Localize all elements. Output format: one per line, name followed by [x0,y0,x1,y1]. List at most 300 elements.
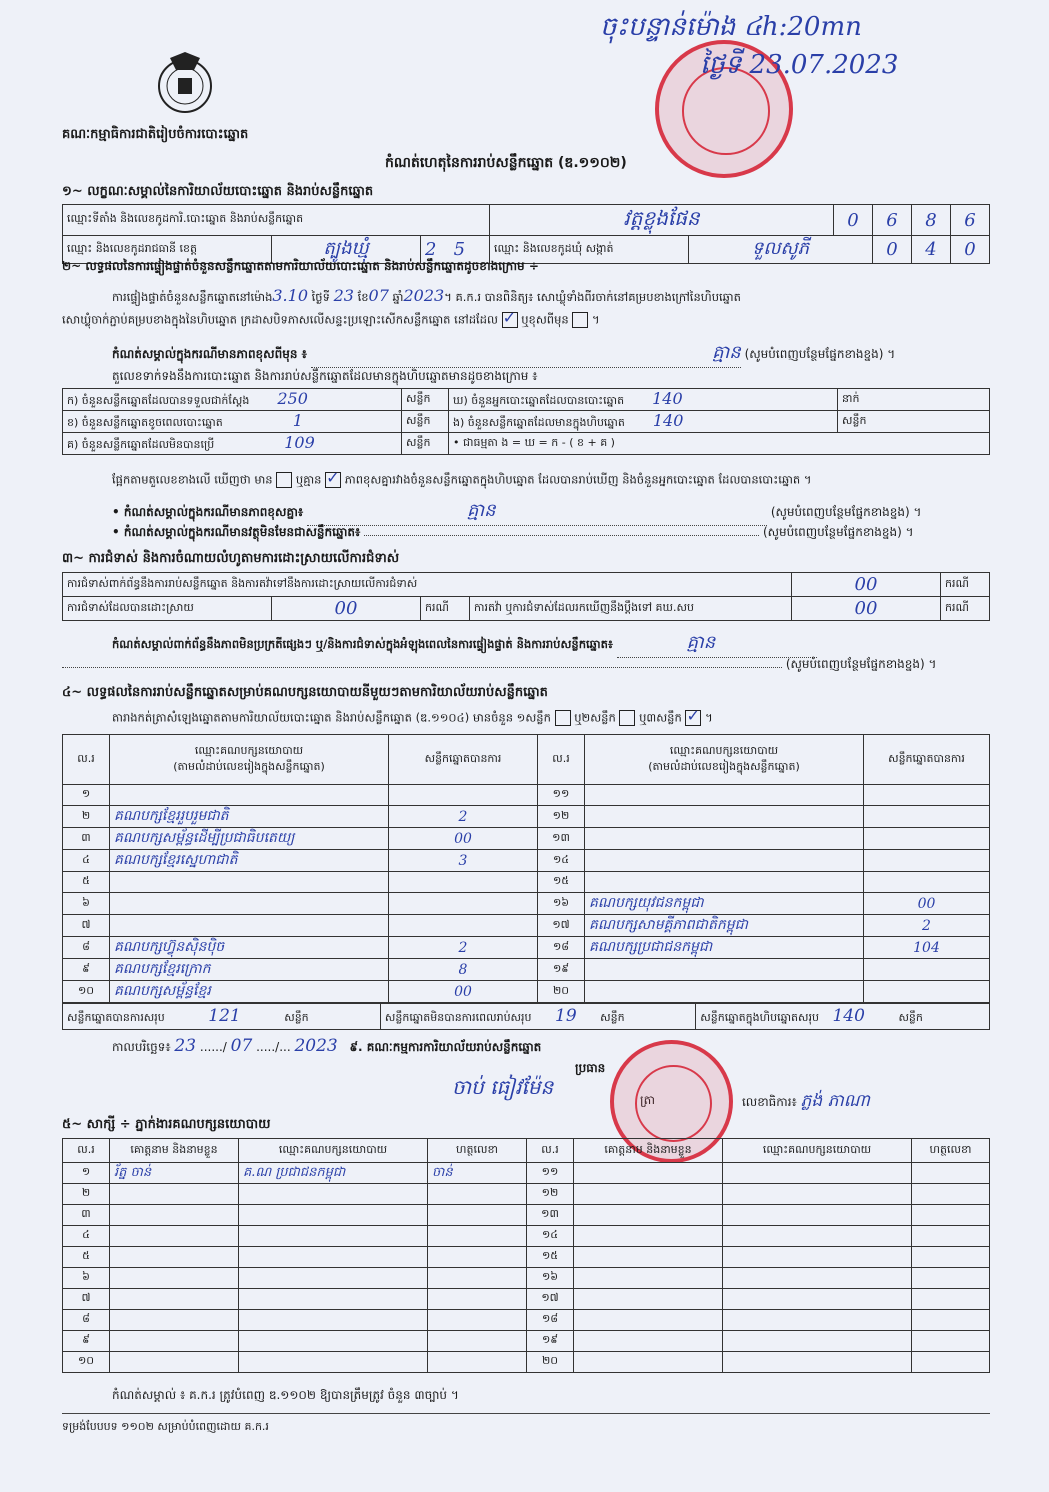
k-value: 250 [277,389,308,408]
witness-signature [912,1352,990,1373]
witness-party [723,1268,912,1289]
w-row-no: ៥ [63,1247,110,1268]
checkbox-2sheet[interactable] [619,710,635,726]
party-votes [864,785,990,806]
site-code-digit: 8 [912,205,951,236]
row-no: ៩ [63,959,110,981]
date-month: 07 [230,1036,253,1056]
row-no: ១៧ [538,915,585,937]
note3-field[interactable] [364,535,759,536]
row-no: ៦ [63,893,110,915]
hw-time: 3.10 [272,286,308,305]
witness-name [574,1310,723,1331]
sec2-p1a: ការផ្ទៀងផ្ទាត់ចំនួនសន្លឹកឆ្នោតនៅម៉ោង [112,290,273,304]
unit-sheet: សន្លឹក [402,389,449,411]
chair-signature: ចាប់ ធៀវម៉ែន [452,1075,554,1099]
checkbox-changed[interactable] [572,312,588,328]
sec1-title: ១~ លក្ខណៈសម្គាល់នៃការិយាល័យបោះឆ្នោត និងរាប់សន្លឹកឆ្នោត [62,184,374,199]
result-row [63,959,990,981]
date-year: 2023 [294,1036,338,1056]
sec3-r2-label2: ការតវ៉ា ឬការជំទាស់ដែលរកឃើញនឹងប្តឹងទៅ គឃ.សប [470,597,792,621]
checkbox-has-diff[interactable] [276,472,292,488]
row-no: ៤ [63,850,110,872]
witness-name [574,1352,723,1373]
sec3-r1-value: 00 [792,573,941,597]
witness-party [723,1352,912,1373]
gh-value: 140 [652,389,683,408]
w-col-sign: ហត្ថលេខា [428,1139,527,1163]
witness-party [723,1331,912,1352]
w-row-no: ១៦ [527,1268,574,1289]
page-title: កំណត់ហេតុនៃការរាប់សន្លឹកឆ្នោត (ឌ.១១០២) [385,155,627,171]
w-col-no: ល.រ [527,1139,574,1163]
gh-label: ឃ) ចំនួនអ្នកបោះឆ្នោតដែលបានបោះឆ្នោត [453,394,625,407]
sec2-note3 [112,524,914,542]
ng-value: 140 [652,411,684,430]
sec3-note [112,630,817,658]
total-valid-value: 121 [208,1006,241,1026]
footer-note: កំណត់សម្គាល់ ៖ គ.ក.រ ត្រូវបំពេញ ឌ.១១០២ ឱ្យបានត្រឹមត្រូវ ចំនួន ៣ច្បាប់ ។ [112,1388,459,1402]
sec2-count-table [62,388,990,455]
col-party [110,735,389,785]
witness-signature [912,1268,990,1289]
w-col-name: គោត្តនាម និងនាមខ្លួន [574,1139,723,1163]
row-no: ៨ [63,937,110,959]
count-row-ng [449,411,838,433]
witness-row [63,1226,990,1247]
sec3-note-field[interactable] [617,630,817,658]
unit-person: នាក់ [838,389,990,411]
witness-party [723,1289,912,1310]
witness-name [574,1226,723,1247]
party-name: គណបក្សខ្មែរក្រោក [110,959,389,981]
w-row-no: ២០ [527,1352,574,1373]
note1-tail: (សូមបំពេញបន្ថែមផ្នែកខាងខ្នង) ។ [744,347,896,361]
w-row-no: ១៥ [527,1247,574,1268]
witness-name [110,1205,239,1226]
result-row [63,915,990,937]
org-name: គណៈកម្មាធិការជាតិរៀបចំការបោះឆ្នោត [62,127,249,142]
result-row [63,893,990,915]
w-row-no: ១៧ [527,1289,574,1310]
row-no: ២ [63,806,110,828]
secretary-signature: ភ្លង់ ភាណា [800,1091,870,1111]
witness-name [110,1268,239,1289]
count-row-k [63,389,402,411]
witness-signature [428,1205,527,1226]
col-no: ល.រ [63,735,110,785]
result-row [63,872,990,893]
sec2-title: ២~ លទ្ធផលនៃការផ្ទៀងផ្ទាត់ចំនួនសន្លឹកឆ្នោតតាមការិយាល័យបោះឆ្នោត និងរាប់សន្លឹកឆ្នោតដូចខាងក្រោម ÷ [62,259,539,273]
party-votes [389,893,538,915]
party-name [585,806,864,828]
chair-label: ប្រធាន [575,1061,606,1075]
committee: ៩. គណៈកម្មការការិយាល័យរាប់សន្លឹកឆ្នោត [349,1040,542,1054]
commune-code-digit: 4 [912,236,951,264]
witness-signature [912,1163,990,1184]
w-col-name: គោត្តនាម និងនាមខ្លួន [110,1139,239,1163]
sec3-note-label: កំណត់សម្គាល់ពាក់ព័ន្ធនឹងភាពមិនប្រក្រតីផ្សេងៗ ឬ/និងការជំទាស់ក្នុងអំឡុងពេលនៃការផ្ទៀងផ្ទាត់ និងការរាប់សន្លឹកឆ្នោត៖ [112,637,613,651]
checkbox-no-diff[interactable] [325,472,341,488]
w-row-no: ៤ [63,1226,110,1247]
sec1-table [62,204,990,264]
unit-sheet: សន្លឹក [898,1011,923,1024]
checkbox-3sheet[interactable] [685,710,701,726]
col-party-sub: (តាមលំដាប់លេខរៀងក្នុងសន្លឹកឆ្នោត) [173,759,325,773]
witness-party [723,1247,912,1268]
party-votes: 2 [389,806,538,828]
total-invalid-label: សន្លឹកឆ្នោតមិនបានការពេលរាប់សរុប [384,1011,532,1024]
emblem-logo [150,48,220,118]
witness-signature [912,1289,990,1310]
unit-sheet: សន្លឹក [402,433,449,455]
sec3-note-tail: (សូមបំពេញបន្ថែមផ្នែកខាងខ្នង) ។ [785,657,937,671]
sec2-para2: សោឃ្លុំចាក់ភ្ជាប់គម្របខាងក្នុងនៃហិបឆ្នោត ក្រដាសបិទភាសលើសន្ទះប្រឡោះសើកសន្លឹកឆ្នោត នៅដដែល ✓ ឬខុសពីមុន ។ [62,312,600,330]
party-votes: 8 [389,959,538,981]
sec1-site-label: ឈ្មោះទីតាំង និងលេខកូដការិ.បោះឆ្នោត និងរាប់សន្លឹកឆ្នោត [63,205,490,236]
w-col-party: ឈ្មោះគណបក្សនយោបាយ [239,1139,428,1163]
total-invalid-value: 19 [555,1006,577,1026]
w-col-no: ល.រ [63,1139,110,1163]
party-votes: 2 [389,937,538,959]
kh-value: 1 [292,411,303,430]
witness-signature [912,1184,990,1205]
sec1-commune-label: ឈ្មោះ និងលេខកូដឃុំ សង្កាត់ [490,236,689,264]
count-row-gh [449,389,838,411]
sec5-title: ៥~ សាក្សី ÷ ភ្នាក់ងារគណបក្សនយោបាយ [62,1117,271,1132]
witness-signature [912,1310,990,1331]
totals-table [62,1003,990,1030]
witness-party [723,1226,912,1247]
witness-name [574,1331,723,1352]
party-votes: 00 [864,893,990,915]
hw-received-date: ថ្ងៃទី 23.07.2023 [700,50,899,80]
sec1-province-label: ឈ្មោះ និងលេខកូដរាជធានី ខេត្ត [63,236,272,264]
commune-code-digit: 0 [951,236,990,264]
sec2-p1e: ។ គ.ក.រ បានពិនិត្យ៖ សោឃ្លុំទាំងពីរចាក់នៅគម្របខាងក្រៅនៃហិបឆ្នោត [444,290,741,304]
witness-row [63,1247,990,1268]
witness-name [110,1247,239,1268]
w-row-no: ១៣ [527,1205,574,1226]
witness-name [574,1205,723,1226]
party-votes [389,785,538,806]
sec3-table [62,572,990,621]
note2-field[interactable] [307,498,767,526]
party-name: គណបក្សខ្មែរស្នេហាជាតិ [110,850,389,872]
count-row-ko [63,433,402,455]
province-code-digit: 2 [425,239,437,260]
party-votes: 00 [389,828,538,850]
sec2-p4a: ផ្អែកតាមតួលេខខាងលើ ឃើញថា មាន [112,472,273,487]
w-row-no: ១០ [63,1352,110,1373]
unit-sheet: សន្លឹក [402,411,449,433]
witness-name [110,1184,239,1205]
witness-row [63,1163,990,1184]
witness-party [239,1205,428,1226]
secretary-line [742,1090,870,1115]
row-no: ៧ [63,915,110,937]
party-name [110,872,389,893]
hw-day: 23 [333,286,354,305]
witness-party [723,1163,912,1184]
party-name [585,850,864,872]
row-no: ១៥ [538,872,585,893]
row-no: ១៤ [538,850,585,872]
w-col-party: ឈ្មោះគណបក្សនយោបាយ [723,1139,912,1163]
result-row [63,850,990,872]
party-name [585,872,864,893]
footer-form-note: ទម្រង់បែបបទ ១១០២ សម្រាប់បំពេញដោយ គ.ក.រ [62,1420,269,1433]
party-votes [864,828,990,850]
result-row [63,937,990,959]
witness-name: រ័ត្ន ចាន់ [110,1163,239,1184]
sec1-commune-value: ទួលសូភី [689,236,873,264]
secretary-label: លេខាធិការ៖ [742,1095,797,1109]
party-votes [389,872,538,893]
sec3-r2-label: ការជំទាស់ដែលបានដោះស្រាយ [63,597,272,621]
witness-signature [912,1247,990,1268]
col-party-label: ឈ្មោះគណបក្សនយោបាយ [194,743,304,757]
witness-name [110,1352,239,1373]
note3-label: • កំណត់សម្គាល់ក្នុងករណីមានវត្ថុមិនមែនជាសន្លឹកឆ្នោត៖ [112,525,361,539]
w-row-no: ១៤ [527,1226,574,1247]
sec2-p4c: ភាពខុសគ្នារវាងចំនួនសន្លឹកឆ្នោតក្នុងហិបឆ្នោត ដែលបានរាប់ឃើញ និងចំនួនអ្នកបោះឆ្នោត ដែលបានបោះឆ្នោត ។ [344,472,812,487]
witness-signature [912,1205,990,1226]
sec4-opt3: ឬ៣សន្លឹក [639,710,682,725]
party-votes [864,806,990,828]
date-line: កាលបរិច្ឆេទ៖ 23 ....../ 07 ...../... 2023 ៩. គណៈកម្មការការិយាល័យរាប់សន្លឹកឆ្នោត [112,1036,542,1056]
commune-code-digit: 0 [873,236,912,264]
results-table [62,734,990,1003]
note2-hw: គ្មាន [466,500,496,521]
party-name: គណបក្សសម្ព័ន្ធដើម្បីប្រជាធិបតេយ្យ [110,828,389,850]
total-box-value: 140 [832,1006,865,1026]
total-box [696,1004,990,1030]
witness-signature [428,1268,527,1289]
party-name: គណបក្សសាមគ្គីភាពជាតិកម្ពុជា [585,915,864,937]
party-name: គណបក្សខ្មែររួបរួមជាតិ [110,806,389,828]
witness-party [239,1226,428,1247]
sec2-p2: សោឃ្លុំចាក់ភ្ជាប់គម្របខាងក្នុងនៃហិបឆ្នោត ក្រដាសបិទភាសលើសន្ទះប្រឡោះសើកសន្លឹកឆ្នោត នៅដដែល [62,312,498,327]
site-code-digit: 0 [834,205,873,236]
note3-tail: (សូមបំពេញបន្ថែមផ្នែកខាងខ្នង) ។ [762,525,914,539]
witness-signature [428,1331,527,1352]
witness-name [574,1163,723,1184]
total-valid-label: សន្លឹកឆ្នោតបានការសរុប [67,1011,165,1024]
party-name [585,959,864,981]
witness-signature [428,1352,527,1373]
party-votes [864,981,990,1003]
witness-party [239,1247,428,1268]
note2-tail: (សូមបំពេញបន្ថែមផ្នែកខាងខ្នង) ។ [770,505,922,519]
province-code-digit: 5 [453,239,466,260]
total-invalid [380,1004,695,1030]
row-no: ២០ [538,981,585,1003]
row-no: ១២ [538,806,585,828]
note1-hw: គ្មាន [712,342,741,363]
witness-name [574,1184,723,1205]
k-label: ក) ចំនួនសន្លឹកឆ្នោតដែលបានទទួលជាក់ស្តែង [67,394,250,407]
result-row [63,981,990,1003]
witness-row [63,1268,990,1289]
sec3-note-hw: គ្មាន [686,632,716,653]
witness-signature [428,1184,527,1205]
party-name [585,828,864,850]
sec3-r2-value: 00 [272,597,421,621]
row-no: ១៨ [538,937,585,959]
witness-name [110,1289,239,1310]
party-name [585,981,864,1003]
sec3-note-field2[interactable] [62,667,782,668]
w-row-no: ៣ [63,1205,110,1226]
sec2-p2b: ឬខុសពីមុន [521,312,569,327]
unit-case: ករណី [421,597,470,621]
formula: • ជាធម្មតា ង = ឃ = ក - ( ខ + គ ) [449,433,990,455]
row-no: ១១ [538,785,585,806]
unit-sheet: សន្លឹក [284,1011,309,1024]
total-box-label: សន្លឹកឆ្នោតក្នុងហិបឆ្នោតសរុប [700,1011,819,1024]
col-votes: សន្លឹកឆ្នោតបានការ [864,735,990,785]
date-label: កាលបរិច្ឆេទ៖ [112,1040,171,1054]
sec2-p1d: ឆ្នាំ [392,290,404,304]
sec2-note1 [112,340,992,368]
unit-case: ករណី [941,597,990,621]
w-row-no: ៦ [63,1268,110,1289]
party-votes: 104 [864,937,990,959]
witness-party [723,1184,912,1205]
witness-party: គ.ណ ប្រជាជនកម្ពុជា [239,1163,428,1184]
witness-signature [428,1247,527,1268]
witness-party [239,1331,428,1352]
party-votes [864,959,990,981]
party-name: គណបក្សហ៊្វុនស៊ិនប៉ិច [110,937,389,959]
party-votes: 3 [389,850,538,872]
witness-table [62,1138,990,1373]
witness-row [63,1205,990,1226]
witness-signature [428,1226,527,1247]
unit-case: ករណី [941,573,990,597]
row-no: ១ [63,785,110,806]
sec1-site-value: វត្តខ្លុងផែន [490,205,834,236]
sec4-intro-text: តារាងកត់ត្រាសំឡេងឆ្នោតតាមការិយាល័យបោះឆ្នោត និងរាប់សន្លឹកឆ្នោត (ឌ.១១០៤) មានចំនួន ១សន្លឹក [112,710,551,725]
party-name: គណបក្សយុវជនកម្ពុជា [585,893,864,915]
party-votes: 2 [864,915,990,937]
sec2-p4b: ឬគ្មាន [295,472,322,487]
ng-label: ង) ចំនួនសន្លឹកឆ្នោតដែលមានក្នុងហិបឆ្នោត [453,416,625,429]
total-valid [63,1004,381,1030]
witness-name [110,1310,239,1331]
site-code-digit: 6 [873,205,912,236]
row-no: ១៩ [538,959,585,981]
party-votes: 00 [389,981,538,1003]
footer-rule [62,1413,990,1414]
witness-signature: ចាន់ [428,1163,527,1184]
sec4-intro: តារាងកត់ត្រាសំឡេងឆ្នោតតាមការិយាល័យបោះឆ្នោត និងរាប់សន្លឹកឆ្នោត (ឌ.១១០៤) មានចំនួន ១សន្លឹក ឬ២សន្លឹក ឬ៣សន្លឹក ✓ ។ [112,710,713,728]
witness-party [723,1310,912,1331]
witness-party [239,1352,428,1373]
witness-row [63,1352,990,1373]
row-no: ៣ [63,828,110,850]
row-no: ៥ [63,872,110,893]
w-row-no: ៨ [63,1310,110,1331]
witness-name [574,1268,723,1289]
witness-party [723,1205,912,1226]
witness-name [574,1247,723,1268]
checkbox-1sheet[interactable] [555,710,571,726]
result-row [63,828,990,850]
col-no: ល.រ [538,735,585,785]
seal-word: ត្រា [640,1093,655,1107]
witness-name [574,1289,723,1310]
row-no: ១៦ [538,893,585,915]
note1-field[interactable] [311,340,741,368]
col-party-sub: (តាមលំដាប់លេខរៀងក្នុងសន្លឹកឆ្នោត) [648,759,800,773]
unit-sheet: សន្លឹក [600,1011,625,1024]
w-row-no: ២ [63,1184,110,1205]
party-name [110,785,389,806]
witness-party [239,1184,428,1205]
col-party [585,735,864,785]
kh-label: ខ) ចំនួនសន្លឹកឆ្នោតខូចពេលបោះឆ្នោត [67,416,223,429]
witness-signature [428,1289,527,1310]
w-row-no: ១២ [527,1184,574,1205]
w-col-sign: ហត្ថលេខា [912,1139,990,1163]
sec3-r1-label: ការជំទាស់ពាក់ព័ន្ធនឹងការរាប់សន្លឹកឆ្នោត និងការតវ៉ាទៅនឹងការដោះស្រាយលើការជំទាស់ [63,573,792,597]
ko-value: 109 [284,433,315,452]
sec3-r2-value2: 00 [792,597,941,621]
witness-signature [912,1331,990,1352]
party-name [585,785,864,806]
w-row-no: ១៩ [527,1331,574,1352]
witness-row [63,1310,990,1331]
party-name [110,893,389,915]
party-name: គណបក្សសម្ព័ន្ធខ្មែរ [110,981,389,1003]
sec3-title: ៣~ ការជំទាស់ និងការចំណាយលំហូតាមការដោះស្រាយលើការជំទាស់ [62,551,400,566]
date-day: 23 [174,1036,197,1056]
sec2-para1 [112,286,741,307]
witness-party [239,1310,428,1331]
sec2-note2 [112,498,921,526]
sec2-para3: តួលេខទាក់ទងនឹងការបោះឆ្នោត និងការរាប់សន្លឹកឆ្នោតដែលមានក្នុងហិបឆ្នោតមានដូចខាងក្រោម ៖ [112,369,538,383]
w-row-no: ១១ [527,1163,574,1184]
result-row [63,785,990,806]
note2-label: • កំណត់សម្គាល់ក្នុងករណីមានភាពខុសគ្នា៖ [112,505,304,519]
witness-party [239,1289,428,1310]
count-row-kh [63,411,402,433]
note1-label: កំណត់សម្គាល់ក្នុងករណីមានភាពខុសពីមុន ៖ [112,347,307,361]
party-name: គណបក្សប្រជាជនកម្ពុជា [585,937,864,959]
ko-label: គ) ចំនួនសន្លឹកឆ្នោតដែលមិនបានប្រើ [67,438,215,451]
sec4-opt2: ឬ២សន្លឹក [574,710,616,725]
witness-row [63,1331,990,1352]
sec2-p1b: ថ្ងៃទី [311,290,330,304]
unit-sheet: សន្លឹក [838,411,990,433]
w-row-no: ៧ [63,1289,110,1310]
party-name [110,915,389,937]
sec3-note-line2 [62,656,990,674]
witness-row [63,1289,990,1310]
sec1-province-value: ត្បូងឃ្មុំ [272,236,421,264]
checkbox-unchanged[interactable] [502,312,518,328]
witness-signature [428,1310,527,1331]
result-row [63,806,990,828]
sec2-p1c: ខែ [357,290,369,304]
col-party-label: ឈ្មោះគណបក្សនយោបាយ [669,743,779,757]
col-votes: សន្លឹកឆ្នោតបានការ [389,735,538,785]
row-no: ១០ [63,981,110,1003]
w-row-no: ៩ [63,1331,110,1352]
witness-name [110,1226,239,1247]
